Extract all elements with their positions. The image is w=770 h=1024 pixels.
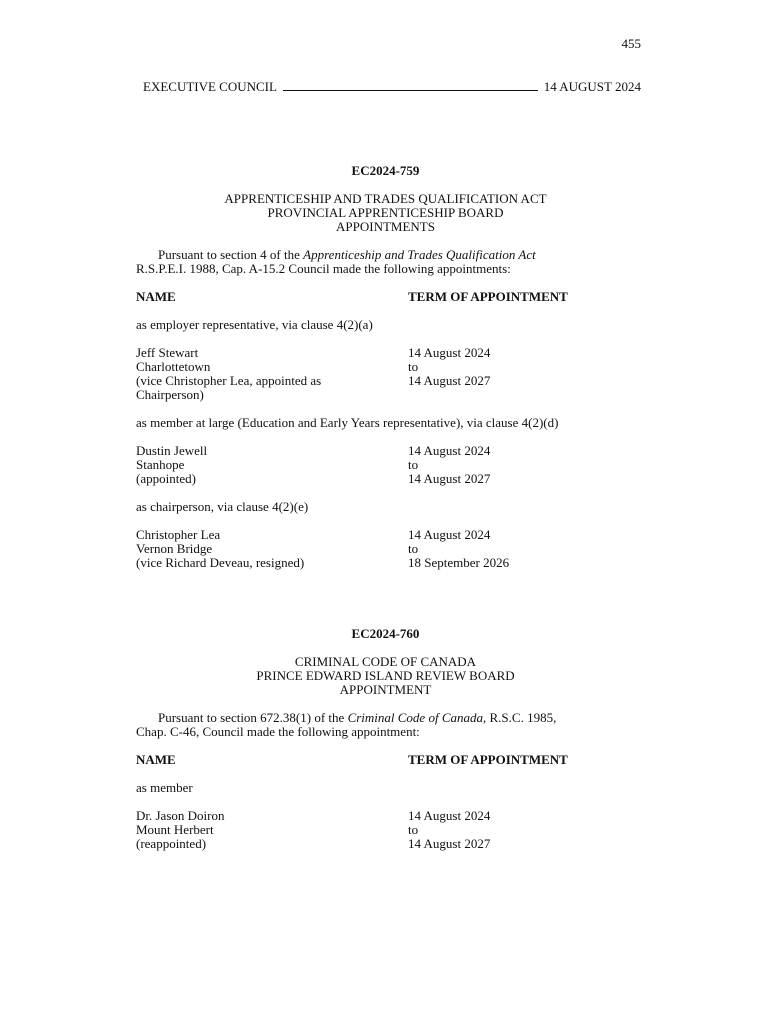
term-end: 14 August 2027 (408, 373, 491, 388)
appointment-term (408, 444, 635, 486)
appointment-clause: as employer representative, via clause 4(2)(a) (136, 317, 373, 332)
appointee-name: Jeff Stewart (136, 345, 199, 360)
order-title-line: CRIMINAL CODE OF CANADA (294, 654, 477, 669)
order-title-line: APPOINTMENT (339, 682, 432, 697)
term-to: to (408, 541, 419, 556)
order-title (136, 192, 635, 234)
order-ec2024-760 (136, 627, 635, 851)
name-header: NAME (136, 289, 176, 304)
intro-text: , R.S.C. 1985, (483, 710, 557, 725)
order-number: EC2024-760 (351, 626, 420, 641)
act-name: Apprenticeship and Trades Qualification Act (303, 247, 536, 262)
appointee (136, 809, 408, 851)
order-ec2024-759 (136, 164, 635, 570)
term-end: 18 September 2026 (408, 555, 510, 570)
appointee (136, 444, 408, 486)
term-start: 14 August 2024 (408, 808, 491, 823)
appointee (136, 528, 408, 570)
term-end: 14 August 2027 (408, 836, 491, 851)
term-start: 14 August 2024 (408, 527, 491, 542)
column-headers (136, 290, 635, 304)
order-title (136, 655, 635, 697)
order-intro (136, 711, 635, 725)
header-left: EXECUTIVE COUNCIL (143, 79, 277, 94)
appointee-location: Vernon Bridge (136, 541, 213, 556)
term-start: 14 August 2024 (408, 443, 491, 458)
header-rule (283, 90, 538, 91)
term-to: to (408, 359, 419, 374)
appointment-clause: as chairperson, via clause 4(2)(e) (136, 499, 309, 514)
order-title-line: PROVINCIAL APPRENTICESHIP BOARD (267, 205, 504, 220)
appointee-name: Dustin Jewell (136, 443, 208, 458)
appointment-term (408, 346, 635, 402)
appointment-entry (136, 528, 635, 570)
appointment-term (408, 809, 635, 851)
intro-line-2: R.S.P.E.I. 1988, Cap. A-15.2 Council made the following appointments: (136, 261, 511, 276)
appointee-note: Chairperson) (136, 387, 204, 402)
appointee (136, 346, 408, 402)
appointment-entry (136, 809, 635, 851)
intro-text: Pursuant to section 4 of the (158, 247, 304, 262)
order-title-line: PRINCE EDWARD ISLAND REVIEW BOARD (256, 668, 515, 683)
appointee-name: Dr. Jason Doiron (136, 808, 225, 823)
appointee-location: Mount Herbert (136, 822, 214, 837)
appointee-note: (appointed) (136, 471, 196, 486)
order-intro (136, 248, 635, 262)
appointment-term (408, 528, 635, 570)
appointee-note: (reappointed) (136, 836, 207, 851)
appointment-clause: as member at large (Education and Early Years representative), via clause 4(2)(d) (136, 415, 559, 430)
order-title-line: APPRENTICESHIP AND TRADES QUALIFICATION ACT (224, 191, 547, 206)
term-to: to (408, 457, 419, 472)
appointee-location: Stanhope (136, 457, 185, 472)
intro-text: Pursuant to section 672.38(1) of the (158, 710, 348, 725)
appointee-note: (vice Richard Deveau, resigned) (136, 555, 305, 570)
term-header: TERM OF APPOINTMENT (408, 752, 568, 767)
term-start: 14 August 2024 (408, 345, 491, 360)
appointee-name: Christopher Lea (136, 527, 221, 542)
order-number: EC2024-759 (351, 163, 420, 178)
appointment-entry (136, 346, 635, 402)
term-header: TERM OF APPOINTMENT (408, 289, 568, 304)
name-header: NAME (136, 752, 176, 767)
appointment-clause: as member (136, 780, 193, 795)
act-name: Criminal Code of Canada (347, 710, 483, 725)
page-number: 455 (621, 36, 641, 51)
appointment-entry (136, 444, 635, 486)
column-headers (136, 753, 635, 767)
intro-line-2: Chap. C-46, Council made the following appointment: (136, 724, 420, 739)
running-header (143, 79, 641, 95)
term-to: to (408, 822, 419, 837)
term-end: 14 August 2027 (408, 471, 491, 486)
header-date: 14 AUGUST 2024 (543, 79, 641, 94)
appointee-note: (vice Christopher Lea, appointed as (136, 373, 322, 388)
order-title-line: APPOINTMENTS (336, 219, 435, 234)
appointee-location: Charlottetown (136, 359, 211, 374)
